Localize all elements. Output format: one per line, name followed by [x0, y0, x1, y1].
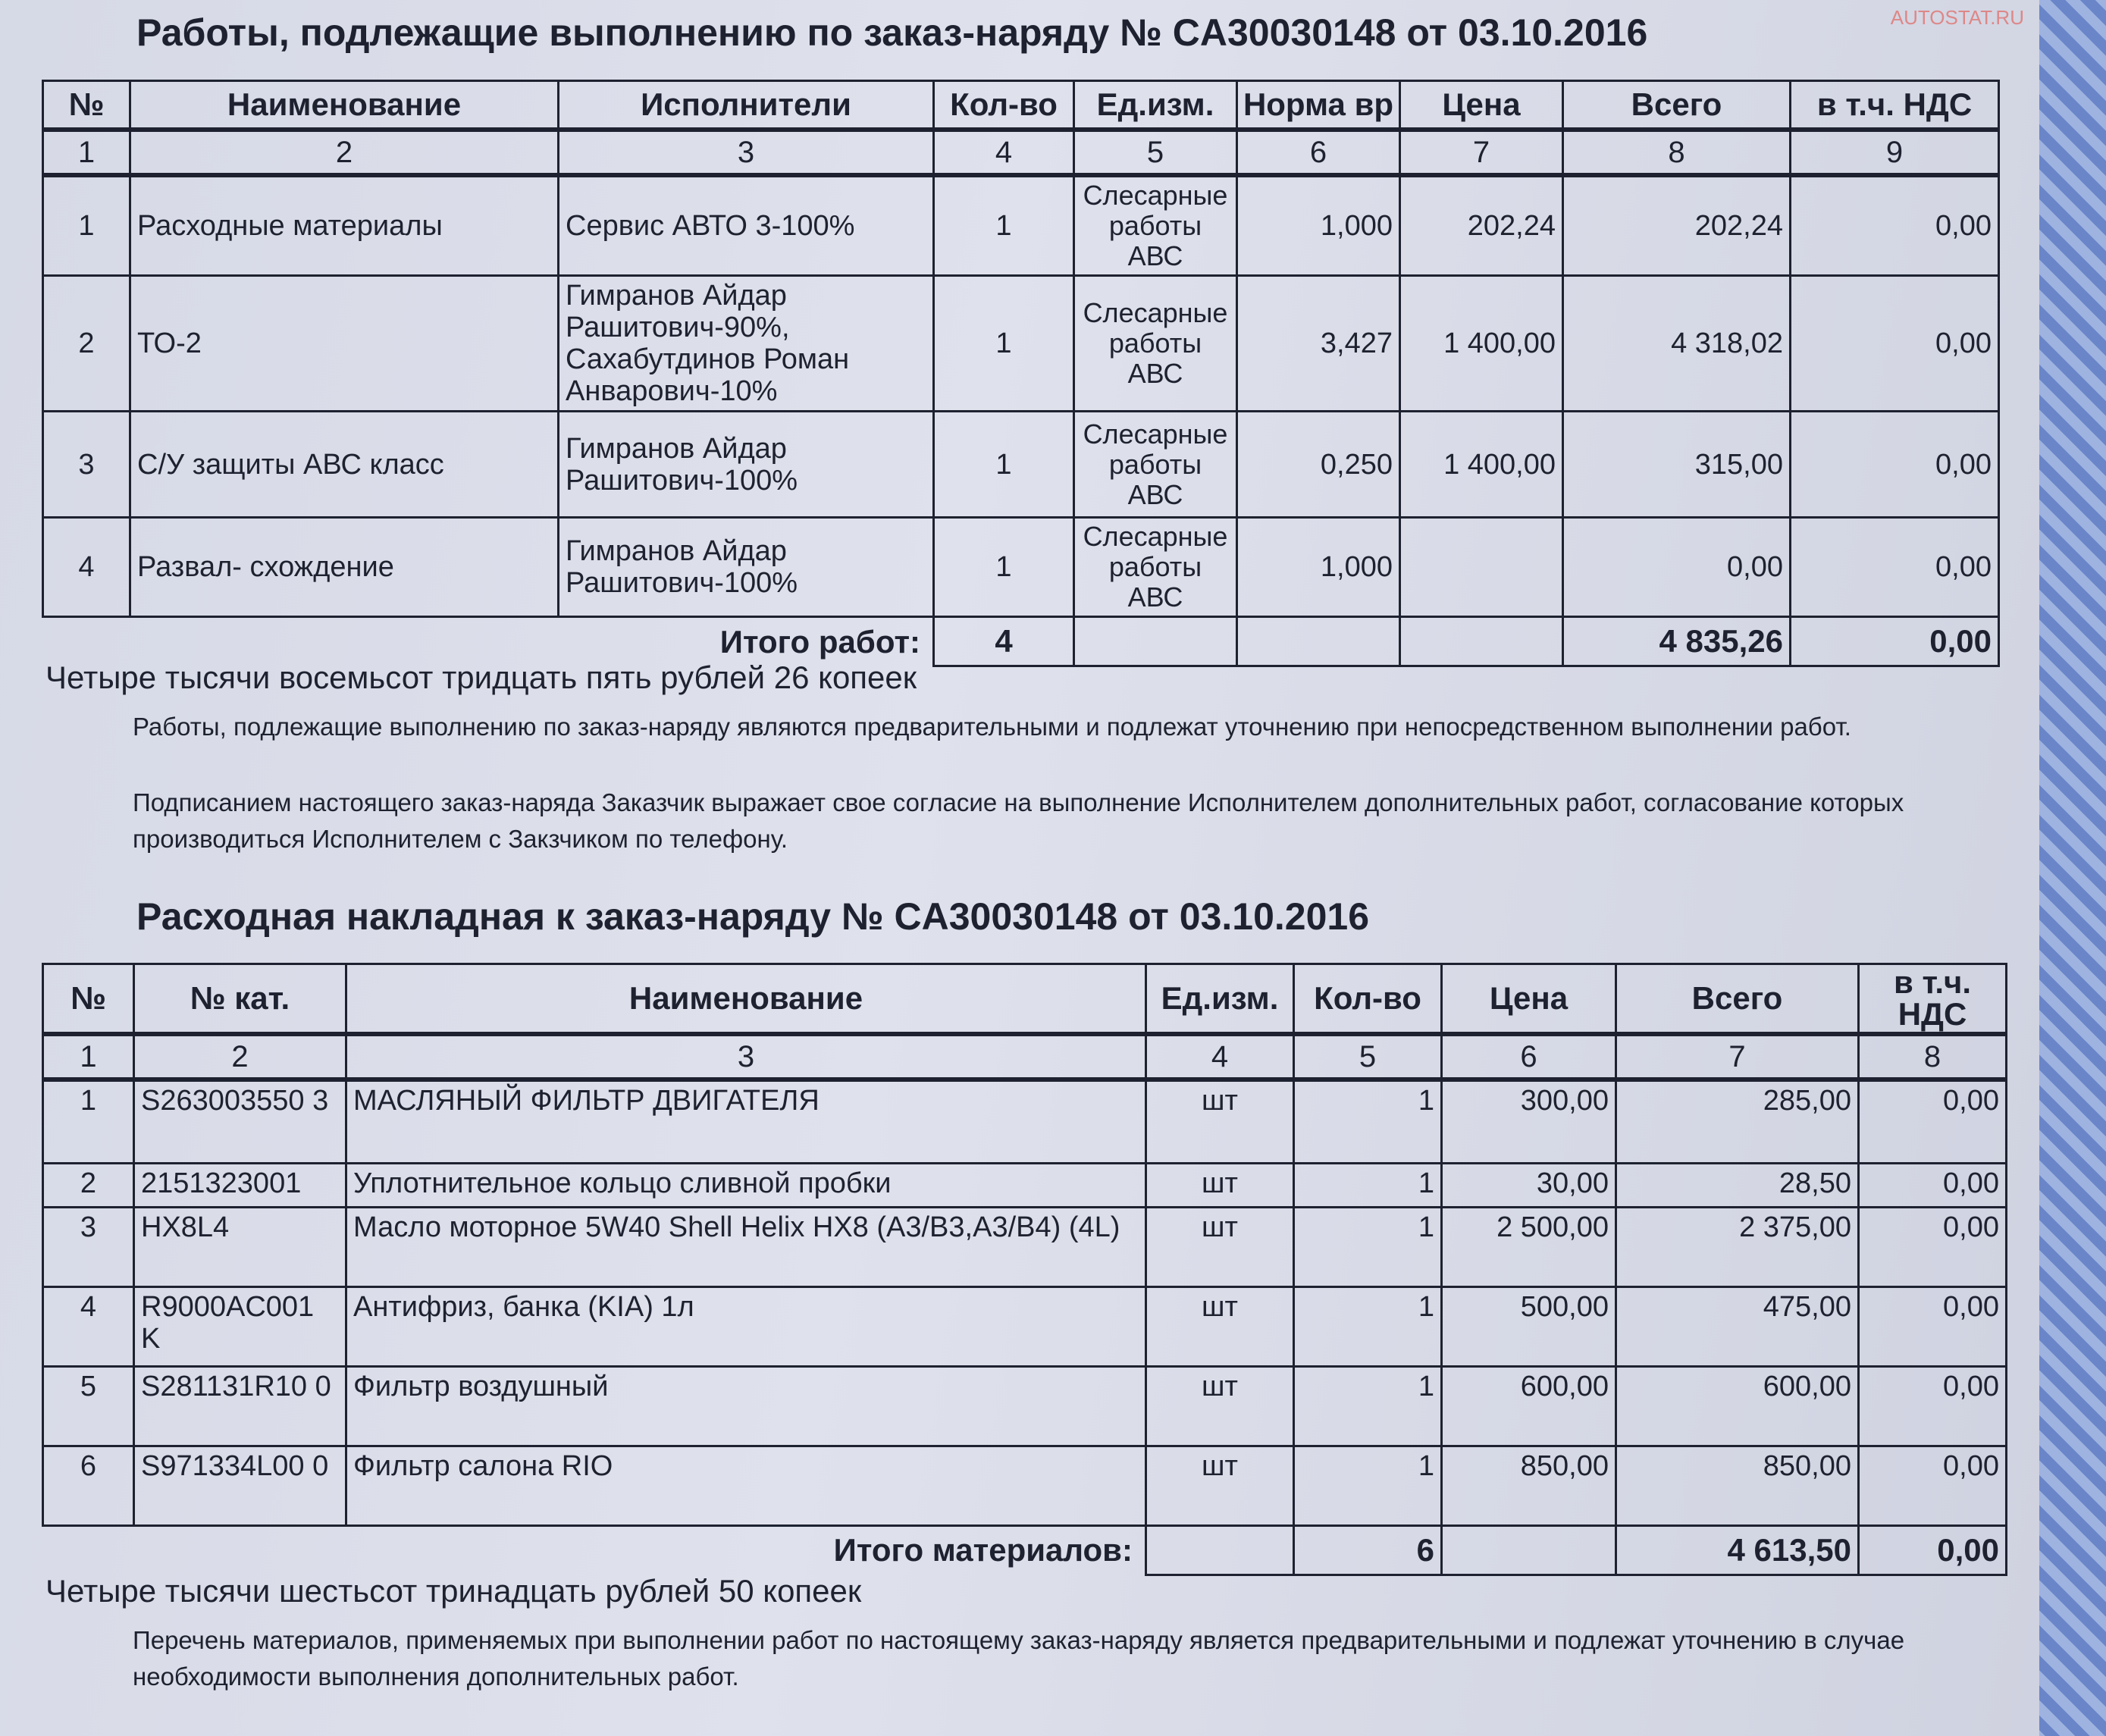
table-row [43, 175, 1999, 276]
column-number: 3 [559, 130, 934, 175]
material-vat: 0,00 [1859, 1080, 2007, 1163]
material-vat: 0,00 [1859, 1366, 2007, 1446]
empty-cell [1400, 617, 1563, 666]
works-table [42, 80, 2000, 667]
works-column-number-row [43, 130, 1999, 175]
table-row [43, 1366, 2007, 1446]
works-note-preliminary: Работы, подлежащие выполнению по заказ-наряду являются предварительными и подлежат уточнению при непосредственном выполнении работ. [133, 713, 1851, 741]
materials-total-row [43, 1525, 2007, 1575]
material-qty: 1 [1294, 1446, 1442, 1525]
works-header-cell: в т.ч. НДС [1791, 81, 1999, 130]
material-name: Фильтр салона RIO [346, 1446, 1146, 1525]
row-number: 4 [43, 1286, 134, 1366]
works-header-cell: Ед.изм. [1074, 81, 1237, 130]
materials-table [42, 963, 2007, 1576]
work-unit: Слесарные работы АВС [1074, 276, 1237, 412]
materials-title: Расходная накладная к заказ-наряду № CA30030148 от 03.10.2016 [136, 895, 1370, 938]
works-sum-in-words: Четыре тысячи восемьсот тридцать пять рублей 26 копеек [45, 660, 917, 695]
column-number: 7 [1400, 130, 1563, 175]
table-row [43, 412, 1999, 518]
material-unit: шт [1146, 1286, 1294, 1366]
column-number: 5 [1074, 130, 1237, 175]
catalog-number: R9000AC001 K [134, 1286, 346, 1366]
material-name: МАСЛЯНЫЙ ФИЛЬТР ДВИГАТЕЛЯ [346, 1080, 1146, 1163]
column-number: 8 [1859, 1034, 2007, 1080]
works-total-qty: 4 [934, 617, 1074, 666]
material-vat: 0,00 [1859, 1286, 2007, 1366]
table-row [43, 1446, 2007, 1525]
work-qty: 1 [934, 175, 1074, 276]
column-number: 8 [1563, 130, 1791, 175]
material-vat: 0,00 [1859, 1207, 2007, 1286]
table-row [43, 276, 1999, 412]
work-executors: Гимранов Айдар Рашитович-100% [559, 518, 934, 617]
materials-header-cell: № [43, 964, 134, 1035]
material-qty: 1 [1294, 1366, 1442, 1446]
work-qty: 1 [934, 518, 1074, 617]
work-name: С/У защиты АВС класс [130, 412, 559, 518]
work-executors: Сервис АВТО 3-100% [559, 175, 934, 276]
row-number: 1 [43, 1080, 134, 1163]
material-total: 28,50 [1616, 1163, 1859, 1207]
works-note-consent: Подписанием настоящего заказ-наряда Заказчик выражает свое согласие на выполнение Исполнителем дополнительных работ, согласование которых производиться Исполнителем с Закзчиком по телефону. [133, 788, 1904, 853]
material-unit: шт [1146, 1366, 1294, 1446]
material-total: 285,00 [1616, 1080, 1859, 1163]
table-row [43, 1286, 2007, 1366]
material-unit: шт [1146, 1446, 1294, 1525]
works-total-label: Итого работ: [719, 623, 920, 660]
empty-cell [1074, 617, 1237, 666]
work-total: 202,24 [1563, 175, 1791, 276]
material-price: 300,00 [1442, 1080, 1616, 1163]
work-vat: 0,00 [1791, 276, 1999, 412]
materials-header-cell: Цена [1442, 964, 1616, 1035]
material-price: 850,00 [1442, 1446, 1616, 1525]
works-header-row [43, 81, 1999, 130]
materials-header-cell: Всего [1616, 964, 1859, 1035]
work-vat: 0,00 [1791, 518, 1999, 617]
materials-sum-in-words: Четыре тысячи шестьсот тринадцать рублей 50 копеек [45, 1573, 862, 1609]
catalog-number: S971334L00 0 [134, 1446, 346, 1525]
column-number: 1 [43, 130, 130, 175]
work-norm: 1,000 [1237, 518, 1400, 617]
column-number: 2 [130, 130, 559, 175]
materials-header-row [43, 964, 2007, 1035]
works-total-vat: 0,00 [1791, 617, 1999, 666]
column-number: 6 [1237, 130, 1400, 175]
column-number: 6 [1442, 1034, 1616, 1080]
work-name: Расходные материалы [130, 175, 559, 276]
works-total-row [43, 617, 1999, 666]
material-unit: шт [1146, 1207, 1294, 1286]
material-price: 600,00 [1442, 1366, 1616, 1446]
works-header-cell: № [43, 81, 130, 130]
work-name: Развал- схождение [130, 518, 559, 617]
works-total-sum: 4 835,26 [1563, 617, 1791, 666]
materials-total-qty: 6 [1294, 1525, 1442, 1575]
row-number: 6 [43, 1446, 134, 1525]
material-name: Антифриз, банка (KIA) 1л [346, 1286, 1146, 1366]
work-price: 1 400,00 [1400, 412, 1563, 518]
work-price: 1 400,00 [1400, 276, 1563, 412]
work-vat: 0,00 [1791, 175, 1999, 276]
material-unit: шт [1146, 1080, 1294, 1163]
works-header-cell: Всего [1563, 81, 1791, 130]
material-total: 2 375,00 [1616, 1207, 1859, 1286]
work-total: 4 318,02 [1563, 276, 1791, 412]
row-number: 3 [43, 1207, 134, 1286]
column-number: 1 [43, 1034, 134, 1080]
works-header-cell: Кол-во [934, 81, 1074, 130]
row-number: 2 [43, 1163, 134, 1207]
work-price: 202,24 [1400, 175, 1563, 276]
material-qty: 1 [1294, 1080, 1442, 1163]
catalog-number: S281131R10 0 [134, 1366, 346, 1446]
materials-total-vat: 0,00 [1859, 1525, 2007, 1575]
materials-total-label: Итого материалов: [833, 1532, 1133, 1568]
work-vat: 0,00 [1791, 412, 1999, 518]
materials-header-cell: Наименование [346, 964, 1146, 1035]
materials-header-cell: в т.ч. НДС [1859, 964, 2007, 1035]
material-name: Масло моторное 5W40 Shell Helix HX8 (A3/B3,A3/B4) (4L) [346, 1207, 1146, 1286]
materials-total-sum: 4 613,50 [1616, 1525, 1859, 1575]
column-number: 2 [134, 1034, 346, 1080]
materials-column-number-row [43, 1034, 2007, 1080]
material-qty: 1 [1294, 1207, 1442, 1286]
material-name: Уплотнительное кольцо сливной пробки [346, 1163, 1146, 1207]
work-qty: 1 [934, 276, 1074, 412]
material-qty: 1 [1294, 1163, 1442, 1207]
material-price: 30,00 [1442, 1163, 1616, 1207]
work-qty: 1 [934, 412, 1074, 518]
work-name: ТО-2 [130, 276, 559, 412]
column-number: 3 [346, 1034, 1146, 1080]
work-unit: Слесарные работы АВС [1074, 175, 1237, 276]
catalog-number: HX8L4 [134, 1207, 346, 1286]
work-norm: 3,427 [1237, 276, 1400, 412]
material-unit: шт [1146, 1163, 1294, 1207]
material-vat: 0,00 [1859, 1446, 2007, 1525]
work-executors: Гимранов Айдар Рашитович-90%, Сахабутдинов Роман Анварович-10% [559, 276, 934, 412]
work-executors: Гимранов Айдар Рашитович-100% [559, 412, 934, 518]
material-qty: 1 [1294, 1286, 1442, 1366]
materials-header-cell: Кол-во [1294, 964, 1442, 1035]
material-price: 500,00 [1442, 1286, 1616, 1366]
material-vat: 0,00 [1859, 1163, 2007, 1207]
table-row [43, 1080, 2007, 1163]
table-row [43, 518, 1999, 617]
table-row [43, 1163, 2007, 1207]
catalog-number: 2151323001 [134, 1163, 346, 1207]
empty-cell [1237, 617, 1400, 666]
material-price: 2 500,00 [1442, 1207, 1616, 1286]
row-number: 3 [43, 412, 130, 518]
work-total: 315,00 [1563, 412, 1791, 518]
works-title: Работы, подлежащие выполнению по заказ-наряду № CA30030148 от 03.10.2016 [136, 11, 1648, 54]
material-name: Фильтр воздушный [346, 1366, 1146, 1446]
material-total: 600,00 [1616, 1366, 1859, 1446]
work-price [1400, 518, 1563, 617]
work-unit: Слесарные работы АВС [1074, 518, 1237, 617]
empty-cell [1146, 1525, 1294, 1575]
column-number: 9 [1791, 130, 1999, 175]
column-number: 5 [1294, 1034, 1442, 1080]
material-total: 850,00 [1616, 1446, 1859, 1525]
material-total: 475,00 [1616, 1286, 1859, 1366]
works-header-cell: Исполнители [559, 81, 934, 130]
row-number: 5 [43, 1366, 134, 1446]
column-number: 7 [1616, 1034, 1859, 1080]
table-row [43, 1207, 2007, 1286]
works-header-cell: Цена [1400, 81, 1563, 130]
works-header-cell: Наименование [130, 81, 559, 130]
row-number: 2 [43, 276, 130, 412]
materials-note: Перечень материалов, применяемых при выполнении работ по настоящему заказ-наряду является предварительными и подлежат уточнению в случае необходимости выполнения дополнительных работ. [133, 1626, 1905, 1691]
materials-header-cell: № кат. [134, 964, 346, 1035]
empty-cell [1442, 1525, 1616, 1575]
column-number: 4 [1146, 1034, 1294, 1080]
column-number: 4 [934, 130, 1074, 175]
works-header-cell: Норма вр [1237, 81, 1400, 130]
row-number: 4 [43, 518, 130, 617]
work-norm: 1,000 [1237, 175, 1400, 276]
work-norm: 0,250 [1237, 412, 1400, 518]
catalog-number: S263003550 3 [134, 1080, 346, 1163]
watermark: AUTOSTAT.RU [1890, 6, 2024, 29]
work-total: 0,00 [1563, 518, 1791, 617]
work-unit: Слесарные работы АВС [1074, 412, 1237, 518]
row-number: 1 [43, 175, 130, 276]
materials-header-cell: Ед.изм. [1146, 964, 1294, 1035]
